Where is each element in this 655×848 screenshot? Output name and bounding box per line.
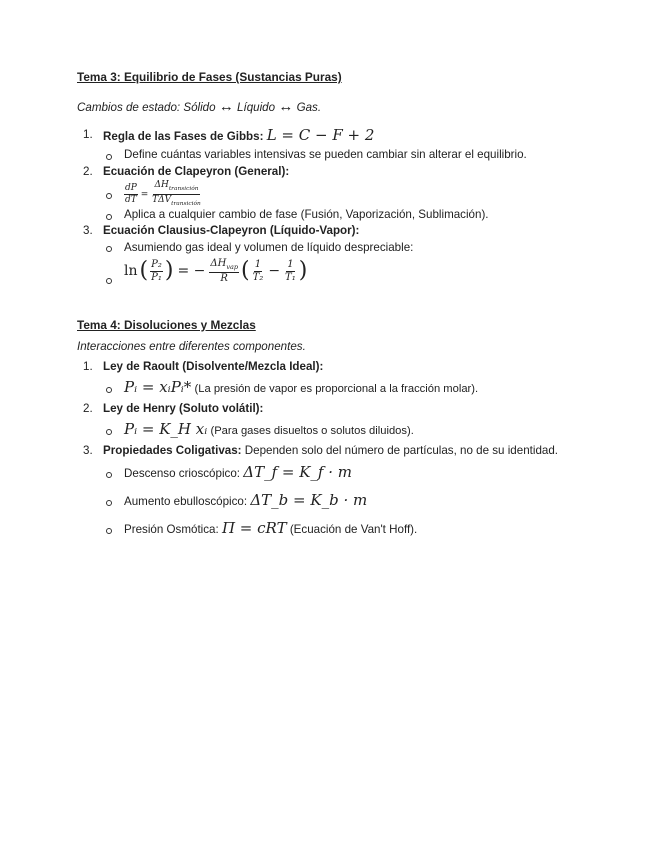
bullet-icon	[106, 154, 112, 160]
denominator: P₁	[151, 271, 162, 283]
ebulloscopic-equation: ΔT_b = K_b · m	[250, 491, 368, 509]
bullet-icon	[106, 528, 112, 534]
item-number: 2.	[83, 402, 93, 415]
sub-item	[103, 239, 637, 257]
item-number: 2.	[83, 165, 93, 178]
numerator-sub: vap	[226, 263, 239, 271]
equation-note: (La presión de vapor es proporcional a la fracción molar).	[194, 383, 479, 395]
tema4-list	[77, 359, 637, 543]
numerator-sub: transición	[168, 186, 199, 193]
fraction	[284, 260, 297, 283]
numerator-main: ΔH	[210, 258, 227, 269]
sub-list	[103, 239, 637, 291]
equals-minus: = −	[177, 263, 206, 280]
numerator	[153, 181, 199, 195]
item-description: Dependen solo del número de partículas, no de su identidad.	[244, 444, 559, 457]
list-item	[77, 125, 637, 163]
subtitle-part2: Líquido	[237, 101, 276, 114]
document-page	[77, 70, 637, 543]
bullet-icon	[106, 387, 112, 393]
double-arrow-icon: ↔	[278, 98, 294, 115]
sub-item-label: Presión Osmótica:	[124, 523, 219, 536]
denominator: T₁	[285, 271, 296, 283]
sub-list	[103, 375, 637, 401]
tema3-title: Tema 3: Equilibrio de Fases (Sustancias Puras)	[77, 70, 342, 84]
item-number: 1.	[83, 360, 93, 373]
paren-close: )	[298, 258, 308, 284]
denominator: R	[220, 272, 228, 284]
sub-item	[103, 515, 637, 543]
sub-item	[103, 180, 637, 207]
numerator: P₂	[151, 258, 162, 270]
list-item	[77, 401, 637, 443]
bullet-icon	[106, 429, 112, 435]
item-number: 3.	[83, 224, 93, 237]
item-number: 1.	[83, 128, 93, 141]
item-title: Ecuación Clausius-Clapeyron (Líquido-Vapor):	[103, 224, 360, 237]
osmotic-equation: Π = cRT	[221, 519, 287, 537]
tema4-title: Tema 4: Disoluciones y Mezclas	[77, 318, 256, 332]
list-item	[77, 164, 637, 223]
double-arrow-icon: ↔	[218, 98, 234, 115]
henry-equation: Pᵢ = K_H xᵢ	[124, 420, 208, 438]
sub-list	[103, 180, 637, 223]
numerator: dP	[125, 183, 137, 193]
subtitle-part3: Gas.	[296, 101, 322, 114]
subtitle-part1: Cambios de estado: Sólido	[77, 101, 216, 114]
list-item	[77, 223, 637, 291]
fraction	[209, 259, 239, 284]
bullet-icon	[106, 246, 112, 252]
sub-item	[103, 375, 637, 401]
tema3-subtitle	[77, 98, 637, 115]
sub-item-label: Aumento ebulloscópico:	[124, 495, 248, 508]
paren-close: )	[164, 258, 174, 284]
sub-item-text: Asumiendo gas ideal y volumen de líquido despreciable:	[124, 241, 414, 254]
denominator-sub: transición	[171, 200, 201, 207]
denominator-main: TΔV	[152, 195, 172, 205]
ln-symbol: ln	[124, 263, 138, 280]
fraction	[124, 184, 138, 205]
paren-open: (	[139, 258, 149, 284]
numerator-main: ΔH	[154, 180, 169, 191]
item-title: Propiedades Coligativas:	[103, 444, 242, 457]
bullet-icon	[106, 500, 112, 506]
bullet-icon	[106, 472, 112, 478]
list-item	[77, 443, 637, 543]
sub-item	[103, 417, 637, 443]
tema3-list	[77, 125, 637, 291]
fraction	[150, 260, 163, 283]
sub-item	[103, 207, 637, 223]
list-item	[77, 359, 637, 401]
tema4-subtitle: Interacciones entre diferentes componentes.	[77, 340, 306, 353]
sub-list	[103, 459, 637, 543]
numerator	[209, 259, 239, 273]
bullet-icon	[106, 193, 112, 199]
item-number: 3.	[83, 444, 93, 457]
raoult-equation: Pᵢ = xᵢPᵢ*	[124, 378, 192, 396]
equation-note: (Ecuación de Van't Hoff).	[289, 523, 418, 536]
item-title: Ecuación de Clapeyron (General):	[103, 165, 290, 178]
denominator	[151, 195, 202, 208]
sub-item	[103, 257, 637, 291]
gibbs-equation: L = C − F + 2	[266, 126, 375, 144]
sub-item	[103, 459, 637, 487]
item-title: Ley de Raoult (Disolvente/Mezcla Ideal):	[103, 360, 324, 373]
crioscopic-equation: ΔT_f = K_f · m	[243, 463, 353, 481]
minus-sign: −	[268, 263, 281, 280]
sub-item	[103, 487, 637, 515]
sub-item-text: Aplica a cualquier cambio de fase (Fusión, Vaporización, Sublimación).	[124, 208, 489, 221]
bullet-icon	[106, 214, 112, 220]
denominator: T₂	[252, 271, 264, 283]
sub-item-label: Descenso crioscópico:	[124, 467, 240, 480]
item-title: Ley de Henry (Soluto volátil):	[103, 402, 264, 415]
equation-note: (Para gases disueltos o solutos diluidos).	[210, 425, 414, 437]
paren-open: (	[241, 258, 250, 284]
clausius-clapeyron-equation	[124, 259, 307, 284]
sub-item-text: Define cuántas variables intensivas se pueden cambiar sin alterar el equilibrio.	[124, 148, 527, 161]
item-title: Regla de las Fases de Gibbs:	[103, 130, 264, 143]
numerator: 1	[287, 258, 294, 270]
sub-item	[103, 147, 637, 163]
numerator: 1	[254, 258, 262, 270]
sub-list	[103, 417, 637, 443]
equals-sign: =	[140, 190, 149, 200]
denominator: dT	[125, 195, 137, 205]
fraction	[151, 181, 202, 207]
fraction	[252, 260, 265, 283]
bullet-icon	[106, 278, 112, 284]
sub-list	[103, 147, 637, 163]
